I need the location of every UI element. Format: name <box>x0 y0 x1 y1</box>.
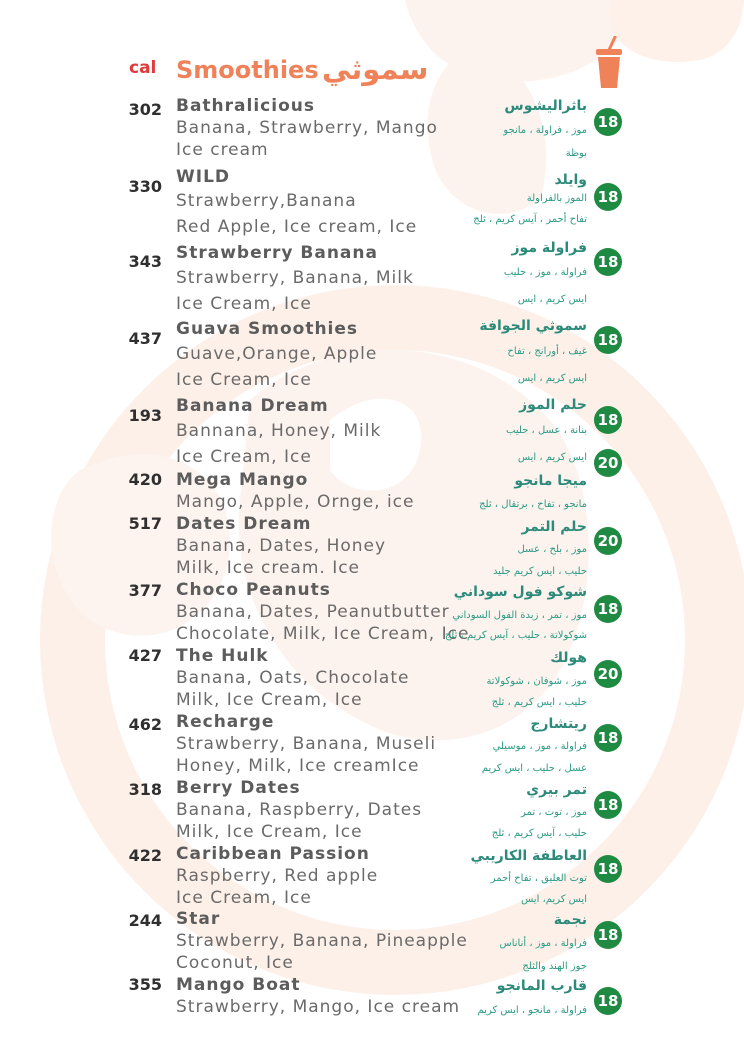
item-calories: 420 <box>128 470 162 489</box>
item-ingredients: Strawberry,Banana <box>176 191 357 211</box>
price-badge: 18 <box>594 248 622 276</box>
item-ingredients: Honey, Milk, Ice creamIce <box>176 756 420 776</box>
price-badge: 18 <box>594 326 622 354</box>
page-title: Smoothies <box>176 56 319 84</box>
item-name: The Hulk <box>176 646 269 666</box>
price-badge: 18 <box>594 921 622 949</box>
item-ingredients-arabic: توت العليق ، تفاح أحمر <box>490 873 587 884</box>
item-name-arabic: ميجا مانجو <box>514 473 587 489</box>
item-name: Bathralicious <box>176 96 315 116</box>
item-calories: 462 <box>128 715 162 734</box>
item-ingredients-arabic: شوكولاتة ، حليب ، آيس كريم ، ثلج <box>444 630 587 641</box>
price-badge: 18 <box>594 724 622 752</box>
item-name-arabic: نجمة <box>553 912 587 928</box>
item-name: Mango Boat <box>176 975 301 995</box>
item-name: Berry Dates <box>176 778 301 798</box>
price-badge: 20 <box>594 527 622 555</box>
price-badge: 18 <box>594 987 622 1015</box>
price-badge: 20 <box>594 660 622 688</box>
item-ingredients-arabic: ايس كريم، ايس <box>521 894 587 905</box>
item-ingredients: Milk, Ice Cream, Ice <box>176 690 363 710</box>
price-badge: 18 <box>594 406 622 434</box>
item-calories: 355 <box>128 975 162 994</box>
item-name: Recharge <box>176 712 275 732</box>
item-name: Strawberry Banana <box>176 243 378 263</box>
item-calories: 302 <box>128 100 162 119</box>
item-name-arabic: تمر بيري <box>526 782 587 798</box>
item-ingredients-arabic: ايس كريم ، ايس <box>517 294 587 305</box>
item-name: Banana Dream <box>176 396 329 416</box>
item-ingredients-arabic: تفاح أحمر ، آيس كريم ، ثلج <box>473 214 587 225</box>
item-name-arabic: وايلد <box>554 172 587 188</box>
item-ingredients: Milk, Ice cream. Ice <box>176 558 361 578</box>
item-name: WILD <box>176 167 231 187</box>
item-name: Caribbean Passion <box>176 844 370 864</box>
item-calories: 330 <box>128 177 162 196</box>
item-ingredients-arabic: فراولة ، موز ، أناناس <box>499 938 587 949</box>
item-name-arabic: فراولة موز <box>511 240 587 256</box>
item-ingredients-arabic: موز ، بلح ، عسل <box>517 544 587 555</box>
item-ingredients: Banana, Dates, Peanutbutter <box>176 602 450 622</box>
price-badge: 18 <box>594 183 622 211</box>
item-ingredients-arabic: موز ، فراولة ، مانجو <box>503 125 587 136</box>
item-ingredients-arabic: حليب ، ايس كريم ، ثلج <box>491 697 587 708</box>
item-name: Dates Dream <box>176 514 312 534</box>
item-ingredients: Coconut, Ice <box>176 953 294 973</box>
item-ingredients: Strawberry, Banana, Pineapple <box>176 931 468 951</box>
item-ingredients: Red Apple, Ice cream, Ice <box>176 217 418 237</box>
item-ingredients: Ice Cream, Ice <box>176 447 312 467</box>
item-ingredients-arabic: حليب ، ايس كريم جليد <box>492 566 587 577</box>
item-ingredients-arabic: بنانة ، عسل ، حليب <box>506 425 587 436</box>
item-ingredients: Ice Cream, Ice <box>176 370 312 390</box>
item-ingredients: Strawberry, Banana, Museli <box>176 734 437 754</box>
item-calories: 422 <box>128 846 162 865</box>
item-name-arabic: ريتشارج <box>530 716 587 732</box>
item-calories: 437 <box>128 329 162 348</box>
price-badge: 20 <box>594 449 622 477</box>
item-calories: 377 <box>128 581 162 600</box>
item-name-arabic: حلم الموز <box>519 397 587 413</box>
item-ingredients: Strawberry, Banana, Milk <box>176 268 414 288</box>
item-ingredients: Banana, Oats, Chocolate <box>176 668 410 688</box>
item-calories: 244 <box>128 911 162 930</box>
item-calories: 318 <box>128 780 162 799</box>
price-badge: 18 <box>594 108 622 136</box>
item-ingredients-arabic: موز ، شوفان ، شوكولاتة <box>486 676 587 687</box>
price-badge: 18 <box>594 791 622 819</box>
item-ingredients: Banana, Dates, Honey <box>176 536 387 556</box>
item-ingredients-arabic: جوز الهند والثلج <box>522 961 587 972</box>
item-ingredients: Ice Cream, Ice <box>176 294 312 314</box>
page-title-arabic: سموثي <box>322 52 429 86</box>
item-name-arabic: قارب المانجو <box>496 978 587 994</box>
item-name: Guava Smoothies <box>176 319 359 339</box>
item-name-arabic: شوكو فول سوداني <box>453 584 587 600</box>
item-ingredients: Banana, Raspberry, Dates <box>176 800 423 820</box>
item-name: Mega Mango <box>176 470 309 490</box>
item-ingredients-arabic: عسل ، حليب ، ايس كريم <box>481 763 587 774</box>
item-ingredients: Bannana, Honey, Milk <box>176 421 382 441</box>
item-ingredients: Guave,Orange, Apple <box>176 344 378 364</box>
item-ingredients-arabic: موز ، توت ، تمر <box>521 807 587 818</box>
cup-icon <box>594 36 624 90</box>
item-ingredients-arabic: فراولة ، موز ، حليب <box>503 267 587 278</box>
item-ingredients-arabic: بوظة <box>565 148 587 159</box>
item-ingredients: Raspberry, Red apple <box>176 866 379 886</box>
item-ingredients: Strawberry, Mango, Ice cream <box>176 997 461 1017</box>
item-ingredients: Ice Cream, Ice <box>176 888 312 908</box>
item-calories: 517 <box>128 514 162 533</box>
item-ingredients-arabic: موز ، تمر ، زبدة الفول السوداني <box>452 610 587 621</box>
item-name: Choco Peanuts <box>176 580 331 600</box>
item-calories: 193 <box>128 406 162 425</box>
item-name: Star <box>176 909 221 929</box>
item-name-arabic: سموثي الجوافة <box>479 318 587 334</box>
item-ingredients-arabic: حليب ، آيس كريم ، ثلج <box>491 828 587 839</box>
item-calories: 343 <box>128 252 162 271</box>
item-ingredients-arabic: مانجو ، تفاح ، برتقال ، ثلج <box>479 499 587 510</box>
item-name-arabic: باثراليشوس <box>504 98 587 114</box>
item-ingredients: Chocolate, Milk, Ice Cream, Ice <box>176 624 470 644</box>
item-name-arabic: حلم التمر <box>521 519 587 535</box>
item-ingredients: Mango, Apple, Ornge, ice <box>176 492 415 512</box>
price-badge: 18 <box>594 855 622 883</box>
item-ingredients: Ice cream <box>176 140 269 160</box>
item-ingredients: Banana, Strawberry, Mango <box>176 118 438 138</box>
item-calories: 427 <box>128 646 162 665</box>
item-ingredients-arabic: غيف ، أورانج ، تفاح <box>507 346 587 357</box>
item-ingredients-arabic: ايس كريم ، ايس <box>517 373 587 384</box>
item-ingredients-arabic: ايس كريم ، ايس <box>517 452 587 463</box>
item-ingredients: Milk, Ice Cream, Ice <box>176 822 363 842</box>
item-name-arabic: العاطفة الكاريبي <box>470 848 587 864</box>
item-ingredients-arabic: فراولة ، موز ، موسيلي <box>492 741 587 752</box>
item-ingredients-arabic: فراولة ، مانجو ، ايس كريم <box>477 1005 587 1016</box>
item-name-arabic: هولك <box>550 650 587 666</box>
price-badge: 18 <box>594 595 622 623</box>
item-ingredients-arabic: الموز بالفراولة <box>526 193 587 204</box>
calories-header: cal <box>129 58 157 78</box>
